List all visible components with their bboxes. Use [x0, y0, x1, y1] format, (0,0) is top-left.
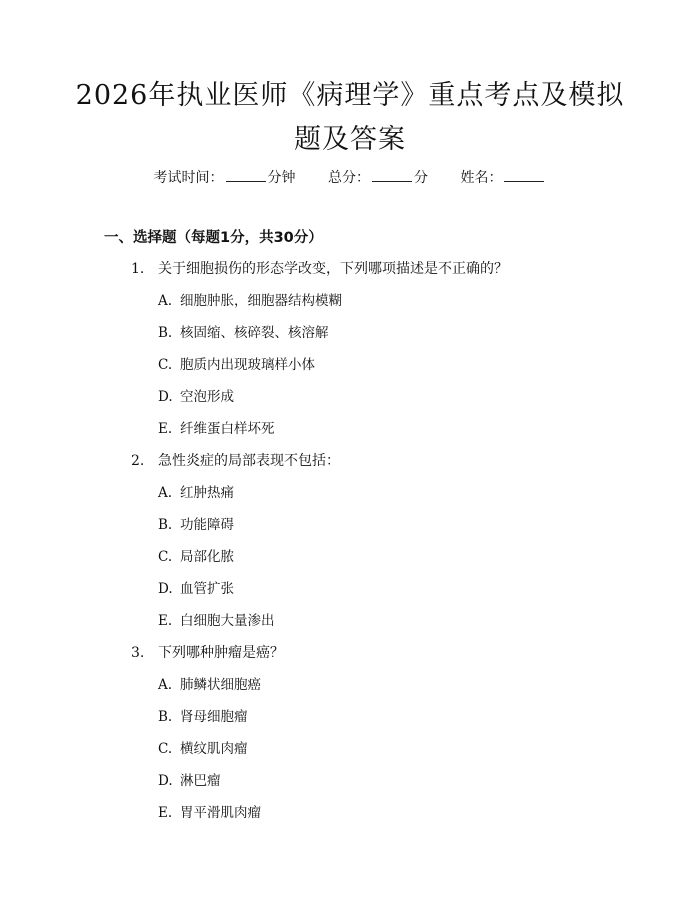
option-letter: E.: [158, 613, 173, 629]
option-text: 纤维蛋白样坏死: [180, 421, 275, 437]
option-letter: C.: [158, 549, 173, 565]
title-line-2: 题及答案: [294, 124, 406, 155]
option: [158, 355, 315, 375]
section-heading: 一、选择题（每题1分，共30分）: [104, 230, 323, 246]
name-label: 姓名：: [460, 170, 503, 186]
option: [158, 707, 248, 727]
question: [131, 259, 508, 279]
question-text: 急性炎症的局部表现不包括：: [158, 453, 340, 469]
option-text: 肾母细胞瘤: [180, 709, 248, 725]
option-letter: E.: [158, 421, 173, 437]
option-letter: B.: [158, 709, 173, 725]
exam-meta: [0, 168, 700, 188]
option-letter: C.: [158, 741, 173, 757]
option: [158, 547, 234, 567]
option-text: 功能障碍: [180, 517, 234, 533]
option-text: 红肿热痛: [180, 485, 234, 501]
option-letter: B.: [158, 325, 173, 341]
option-text: 淋巴瘤: [180, 773, 221, 789]
exam-time-blank: [226, 168, 266, 182]
total-score: [328, 168, 428, 188]
option-text: 细胞肿胀，细胞器结构模糊: [180, 293, 342, 309]
option-letter: A.: [158, 293, 173, 309]
option-letter: D.: [158, 773, 173, 789]
option: [158, 739, 248, 759]
option: [158, 771, 221, 791]
question-text: 关于细胞损伤的形态学改变，下列哪项描述是不正确的？: [158, 261, 508, 277]
question: [131, 643, 284, 663]
exam-time-unit: 分钟: [267, 170, 296, 186]
option: [158, 611, 275, 631]
name-blank: [504, 168, 544, 182]
exam-time-label: 考试时间：: [153, 170, 224, 186]
option-letter: E.: [158, 805, 173, 821]
option-text: 胞质内出现玻璃样小体: [180, 357, 315, 373]
option-letter: D.: [158, 389, 173, 405]
total-score-unit: 分: [414, 170, 428, 186]
total-score-label: 总分：: [328, 170, 370, 186]
option-letter: B.: [158, 517, 173, 533]
option-text: 白细胞大量渗出: [180, 613, 275, 629]
option: [158, 675, 261, 695]
option-letter: A.: [158, 485, 173, 501]
option-text: 横纹肌肉瘤: [180, 741, 248, 757]
option-text: 局部化脓: [180, 549, 234, 565]
option: [158, 483, 234, 503]
option: [158, 515, 234, 535]
question: [131, 451, 340, 471]
option: [158, 387, 234, 407]
question-number: 3.: [131, 645, 145, 661]
option-letter: C.: [158, 357, 173, 373]
question-number: 2.: [131, 453, 145, 469]
option: [158, 579, 234, 599]
option-text: 空泡形成: [180, 389, 234, 405]
question-number: 1.: [131, 261, 145, 277]
option: [158, 323, 329, 343]
title-line-1: 2026年执业医师《病理学》重点考点及模拟: [75, 80, 625, 111]
option-letter: A.: [158, 677, 173, 693]
student-name: [460, 168, 546, 188]
total-score-blank: [372, 168, 412, 182]
option-text: 胃平滑肌肉瘤: [180, 805, 261, 821]
option-letter: D.: [158, 581, 173, 597]
option: [158, 291, 342, 311]
option-text: 血管扩张: [180, 581, 234, 597]
exam-time: [154, 168, 296, 188]
option: [158, 419, 275, 439]
option: [158, 803, 261, 823]
option-text: 肺鳞状细胞癌: [180, 677, 261, 693]
question-text: 下列哪种肿瘤是癌？: [158, 645, 284, 661]
document-title: [60, 74, 640, 162]
option-text: 核固缩、核碎裂、核溶解: [180, 325, 329, 341]
